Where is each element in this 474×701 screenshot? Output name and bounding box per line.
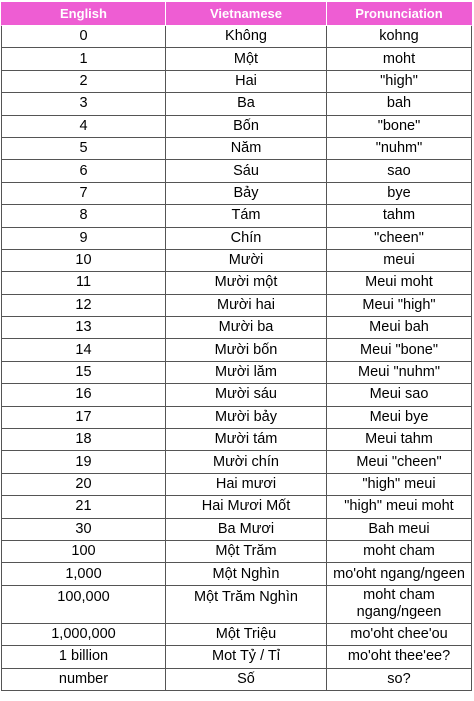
cell-pronunciation: meui [383,252,415,269]
cell-pronunciation: "bone" [377,117,421,134]
table-row [1,295,472,317]
table-row [1,250,472,272]
table-row [1,646,472,668]
cell-pronunciation: tahm [382,207,416,224]
cell-english: 7 [2,183,166,204]
cell-english: 1 [2,48,166,69]
cell-vietnamese: Hai Mươi Mốt [166,496,327,517]
cell-pronunciation: "high" meui moht [344,498,454,515]
table-row [1,71,472,93]
cell-english: 100,000 [2,586,166,623]
table-row [1,138,472,160]
cell-pronunciation: moht cham ngang/ngeen [356,587,442,621]
cell-vietnamese: Số [166,669,327,690]
cell-vietnamese: Bảy [166,183,327,204]
cell-pronunciation: sao [387,162,411,179]
cell-pronunciation: Meui "nuhm" [357,364,441,381]
cell-pronunciation: Meui sao [369,386,429,403]
table-row [1,669,472,691]
cell-vietnamese: Một Triệu [166,624,327,645]
header-vietnamese: Vietnamese [166,2,327,25]
table-row [1,474,472,496]
cell-english: number [2,669,166,690]
table-row [1,183,472,205]
cell-vietnamese: Mười một [166,272,327,293]
cell-pronunciation: Meui bah [369,319,429,336]
cell-english: 18 [2,429,166,450]
cell-english: 3 [2,93,166,114]
cell-vietnamese: Bốn [166,116,327,137]
cell-pronunciation: Meui tahm [365,431,433,448]
cell-pronunciation: Meui "high" [362,296,436,313]
table-row [1,624,472,646]
vietnamese-numbers-table [1,2,472,691]
cell-english: 8 [2,205,166,226]
table-row [1,496,472,518]
cell-english: 0 [2,26,166,47]
table-row [1,317,472,339]
cell-vietnamese: Mười bảy [166,407,327,428]
cell-english: 14 [2,339,166,360]
cell-vietnamese: Mười hai [166,295,327,316]
cell-vietnamese: Một Nghìn [166,563,327,584]
cell-english: 6 [2,160,166,181]
cell-vietnamese: Không [166,26,327,47]
cell-english: 12 [2,295,166,316]
cell-english: 4 [2,116,166,137]
table-row [1,228,472,250]
table-row [1,339,472,361]
cell-english: 2 [2,71,166,92]
cell-english: 30 [2,519,166,540]
table-header-row [1,2,472,26]
cell-vietnamese: Một [166,48,327,69]
cell-vietnamese: Ba [166,93,327,114]
table-row [1,272,472,294]
cell-vietnamese: Mười chín [166,451,327,472]
cell-vietnamese: Mot Tỷ / Tỉ [166,646,327,667]
table-body [1,26,472,691]
table-row [1,362,472,384]
cell-vietnamese: Mười tám [166,429,327,450]
cell-english: 16 [2,384,166,405]
cell-vietnamese: Một Trăm Nghìn [166,586,327,623]
cell-pronunciation: mo'oht thee'ee? [347,648,451,665]
table-row [1,160,472,182]
header-english: English [2,2,166,25]
cell-pronunciation: moht cham [363,543,435,560]
cell-pronunciation: Meui moht [365,274,433,291]
cell-english: 5 [2,138,166,159]
table-row [1,519,472,541]
cell-pronunciation: "nuhm" [375,140,423,157]
cell-english: 19 [2,451,166,472]
table-row [1,586,472,624]
cell-pronunciation: "cheen" [374,229,424,246]
cell-english: 1,000 [2,563,166,584]
cell-english: 1,000,000 [2,624,166,645]
cell-pronunciation: Meui "cheen" [356,453,442,470]
cell-vietnamese: Mười lăm [166,362,327,383]
cell-vietnamese: Mười ba [166,317,327,338]
table-row [1,384,472,406]
cell-english: 17 [2,407,166,428]
cell-pronunciation: kohng [379,28,419,45]
table-row [1,407,472,429]
cell-pronunciation: bye [387,184,411,201]
cell-pronunciation: "high" meui [362,476,436,492]
cell-english: 9 [2,228,166,249]
table-row [1,26,472,48]
cell-english: 1 billion [2,646,166,667]
table-row [1,541,472,563]
table-row [1,205,472,227]
cell-vietnamese: Mười bốn [166,339,327,360]
table-row [1,451,472,473]
table-row [1,48,472,70]
cell-vietnamese: Chín [166,228,327,249]
header-pronunciation: Pronunciation [355,6,443,21]
cell-english: 11 [2,272,166,293]
cell-english: 10 [2,250,166,271]
cell-vietnamese: Ba Mươi [166,519,327,540]
cell-pronunciation: mo'oht chee'ou [350,625,448,642]
cell-pronunciation: so? [387,670,411,687]
cell-pronunciation: Bah meui [368,520,430,537]
cell-vietnamese: Sáu [166,160,327,181]
cell-vietnamese: Năm [166,138,327,159]
cell-english: 15 [2,362,166,383]
cell-vietnamese: Mười [166,250,327,271]
cell-vietnamese: Một Trăm [166,541,327,562]
cell-english: 13 [2,317,166,338]
cell-pronunciation: bah [386,95,412,112]
cell-pronunciation: Meui bye [369,408,429,425]
cell-english: 100 [2,541,166,562]
cell-pronunciation: Meui "bone" [359,341,438,358]
table-row [1,563,472,585]
cell-english: 21 [2,496,166,517]
cell-vietnamese: Hai [166,71,327,92]
cell-pronunciation: "high" [380,72,418,89]
table-row [1,93,472,115]
table-row [1,429,472,451]
cell-pronunciation: mo'oht ngang/ngeen [333,565,465,582]
cell-pronunciation: moht [382,50,416,67]
cell-vietnamese: Hai mươi [166,474,327,495]
cell-vietnamese: Tám [166,205,327,226]
cell-vietnamese: Mười sáu [166,384,327,405]
cell-english: 20 [2,474,166,495]
table-row [1,116,472,138]
